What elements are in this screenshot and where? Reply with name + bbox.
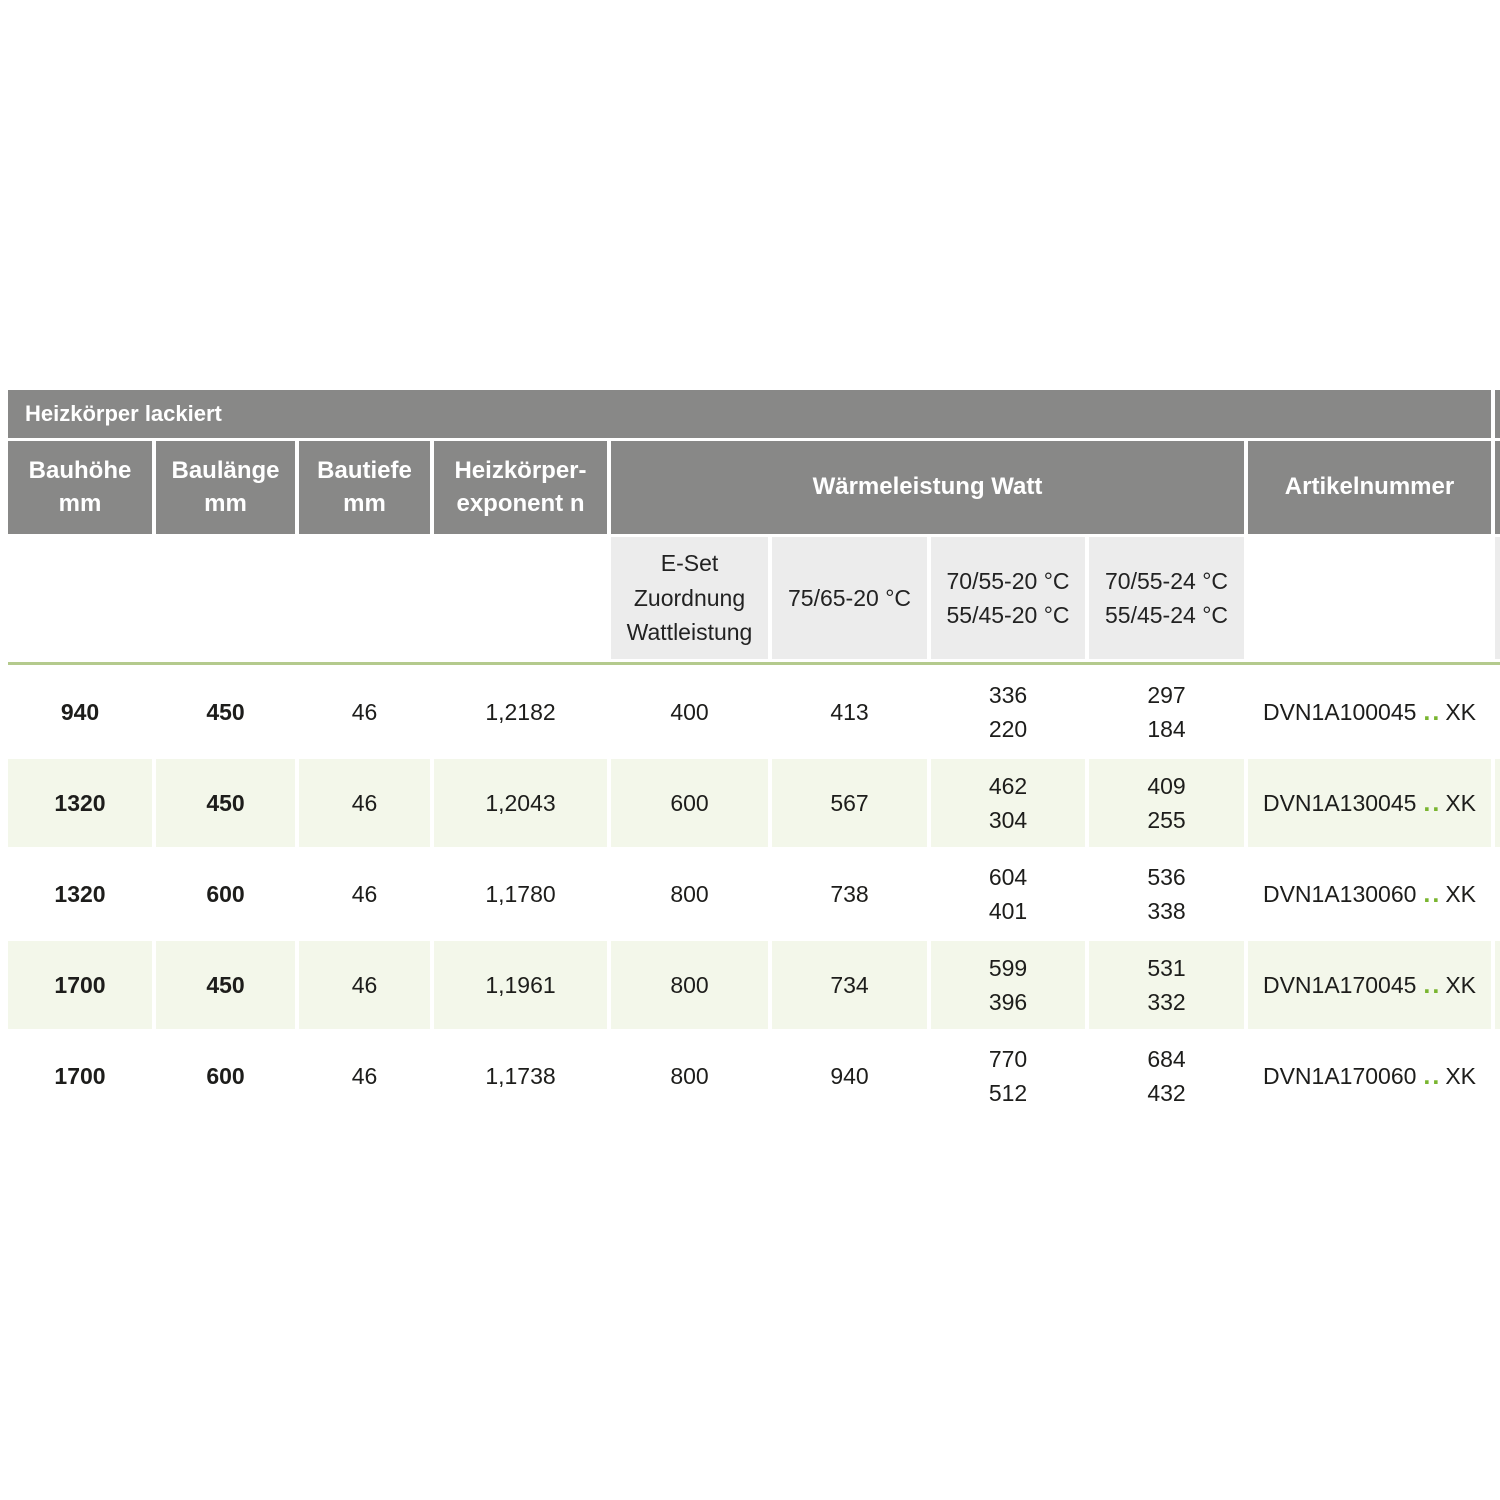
subheader-eset-line1: E-Set — [660, 550, 719, 577]
table-title: Heizkörper lackiert — [8, 390, 1491, 438]
watt-20c-low: 220 — [988, 716, 1028, 742]
watt-20c-low: 304 — [988, 807, 1028, 833]
green-divider-line — [8, 662, 1500, 665]
cell-artikelnummer — [1248, 668, 1491, 756]
col-header-baulaenge-label: Baulänge — [171, 457, 280, 485]
cell-baulaenge: 450 — [156, 668, 295, 756]
watt-24c-high: 536 — [1147, 863, 1186, 890]
watt-24c-low: 338 — [1147, 898, 1186, 924]
cell-eset-watt: 800 — [611, 941, 768, 1029]
watt-24c-low: 332 — [1147, 989, 1186, 1015]
subheader-70-55-24-line2: 55/45-24 °C — [1105, 602, 1228, 628]
artikel-dots: .. — [1423, 879, 1442, 908]
watt-24c-high: 409 — [1147, 772, 1186, 799]
subheader-75-65-label: 75/65-20 °C — [788, 584, 911, 611]
cell-exponent: 1,2182 — [434, 668, 607, 756]
cell-watt-20c — [931, 668, 1085, 756]
cell-artikelnummer — [1248, 1032, 1491, 1120]
artikel-suffix: XK — [1445, 698, 1477, 725]
subheader-70-55-24 — [1089, 537, 1244, 659]
col-header-exponent — [434, 441, 607, 534]
cell-watt-75-65: 734 — [772, 941, 927, 1029]
col-header-exponent-line1: Heizkörper- — [454, 457, 587, 485]
watt-24c-high: 684 — [1147, 1045, 1186, 1072]
cell-bautiefe: 46 — [299, 759, 430, 847]
cell-watt-24c — [1089, 759, 1244, 847]
col-header-baulaenge-unit: mm — [204, 489, 247, 517]
artikel-suffix: XK — [1445, 971, 1477, 998]
cell-watt-24c — [1089, 1032, 1244, 1120]
cutoff-column-subheader — [1495, 537, 1500, 659]
col-header-bauhoehe-label: Bauhöhe — [28, 457, 132, 485]
col-header-bautiefe-label: Bautiefe — [317, 457, 412, 485]
cell-bautiefe: 46 — [299, 668, 430, 756]
cell-artikelnummer — [1248, 850, 1491, 938]
cutoff-column-row — [1495, 941, 1500, 1029]
watt-20c-low: 401 — [988, 898, 1028, 924]
artikel-dots: .. — [1423, 788, 1442, 817]
watt-20c-high: 462 — [988, 772, 1028, 799]
cell-bautiefe: 46 — [299, 1032, 430, 1120]
col-header-waermeleistung-label: Wärmeleistung Watt — [812, 473, 1043, 501]
cell-watt-75-65: 940 — [772, 1032, 927, 1120]
cell-eset-watt: 400 — [611, 668, 768, 756]
subheader-75-65 — [772, 537, 927, 659]
cell-baulaenge: 600 — [156, 1032, 295, 1120]
cutoff-column-title — [1495, 390, 1500, 438]
cell-bauhoehe: 1320 — [8, 759, 152, 847]
cutoff-column-row — [1495, 668, 1500, 756]
col-header-waermeleistung — [611, 441, 1244, 534]
artikel-suffix: XK — [1445, 880, 1477, 907]
cell-eset-watt: 800 — [611, 1032, 768, 1120]
cell-eset-watt: 600 — [611, 759, 768, 847]
cell-exponent: 1,1780 — [434, 850, 607, 938]
cell-watt-20c — [931, 1032, 1085, 1120]
cutoff-column-row — [1495, 1032, 1500, 1120]
artikel-dots: .. — [1423, 970, 1442, 999]
cutoff-column-row — [1495, 759, 1500, 847]
cell-bauhoehe: 1320 — [8, 850, 152, 938]
cell-baulaenge: 450 — [156, 759, 295, 847]
cutoff-column-header — [1495, 441, 1500, 534]
subheader-eset — [611, 537, 768, 659]
watt-20c-low: 512 — [988, 1080, 1028, 1106]
subheader-eset-line3: Wattleistung — [626, 619, 753, 646]
cell-eset-watt: 800 — [611, 850, 768, 938]
watt-24c-low: 432 — [1147, 1080, 1186, 1106]
col-header-bautiefe — [299, 441, 430, 534]
cell-watt-20c — [931, 850, 1085, 938]
artikel-prefix: DVN1A130060 — [1262, 880, 1417, 907]
col-header-bautiefe-unit: mm — [343, 489, 386, 517]
subheader-70-55-20-line1: 70/55-20 °C — [946, 567, 1070, 594]
artikel-prefix: DVN1A170060 — [1262, 1062, 1417, 1089]
watt-24c-low: 184 — [1147, 716, 1186, 742]
radiator-spec-table — [8, 390, 1500, 1120]
col-header-artikelnummer — [1248, 441, 1491, 534]
artikel-suffix: XK — [1445, 789, 1477, 816]
cell-exponent: 1,1961 — [434, 941, 607, 1029]
cell-exponent: 1,2043 — [434, 759, 607, 847]
cell-artikelnummer — [1248, 941, 1491, 1029]
watt-20c-high: 770 — [988, 1045, 1028, 1072]
cell-watt-24c — [1089, 850, 1244, 938]
cell-bautiefe: 46 — [299, 941, 430, 1029]
artikel-prefix: DVN1A130045 — [1262, 789, 1417, 816]
cell-artikelnummer — [1248, 759, 1491, 847]
watt-20c-high: 336 — [988, 681, 1028, 708]
cell-baulaenge: 450 — [156, 941, 295, 1029]
cutoff-column-row — [1495, 850, 1500, 938]
artikel-suffix: XK — [1445, 1062, 1477, 1089]
col-header-bauhoehe-unit: mm — [58, 489, 102, 517]
cell-watt-24c — [1089, 668, 1244, 756]
cell-baulaenge: 600 — [156, 850, 295, 938]
cell-watt-20c — [931, 759, 1085, 847]
subheader-70-55-20-line2: 55/45-20 °C — [946, 602, 1070, 628]
cell-bauhoehe: 940 — [8, 668, 152, 756]
watt-24c-high: 297 — [1147, 681, 1186, 708]
cell-bauhoehe: 1700 — [8, 1032, 152, 1120]
watt-24c-low: 255 — [1147, 807, 1186, 833]
subheader-eset-line2: Zuordnung — [633, 584, 746, 611]
artikel-dots: .. — [1423, 697, 1442, 726]
subheader-70-55-20 — [931, 537, 1085, 659]
cell-watt-20c — [931, 941, 1085, 1029]
artikel-dots: .. — [1423, 1061, 1442, 1090]
cell-bauhoehe: 1700 — [8, 941, 152, 1029]
watt-20c-low: 396 — [988, 989, 1028, 1015]
cell-watt-75-65: 738 — [772, 850, 927, 938]
watt-20c-high: 604 — [988, 863, 1028, 890]
col-header-bauhoehe — [8, 441, 152, 534]
artikel-prefix: DVN1A100045 — [1262, 698, 1417, 725]
watt-24c-high: 531 — [1147, 954, 1186, 981]
col-header-exponent-line2: exponent n — [456, 489, 585, 517]
cell-watt-24c — [1089, 941, 1244, 1029]
cell-exponent: 1,1738 — [434, 1032, 607, 1120]
artikel-prefix: DVN1A170045 — [1262, 971, 1417, 998]
watt-20c-high: 599 — [988, 954, 1028, 981]
cell-watt-75-65: 567 — [772, 759, 927, 847]
cell-bautiefe: 46 — [299, 850, 430, 938]
subheader-70-55-24-line1: 70/55-24 °C — [1105, 567, 1228, 594]
col-header-artikelnummer-label: Artikelnummer — [1284, 473, 1455, 501]
col-header-baulaenge — [156, 441, 295, 534]
cell-watt-75-65: 413 — [772, 668, 927, 756]
